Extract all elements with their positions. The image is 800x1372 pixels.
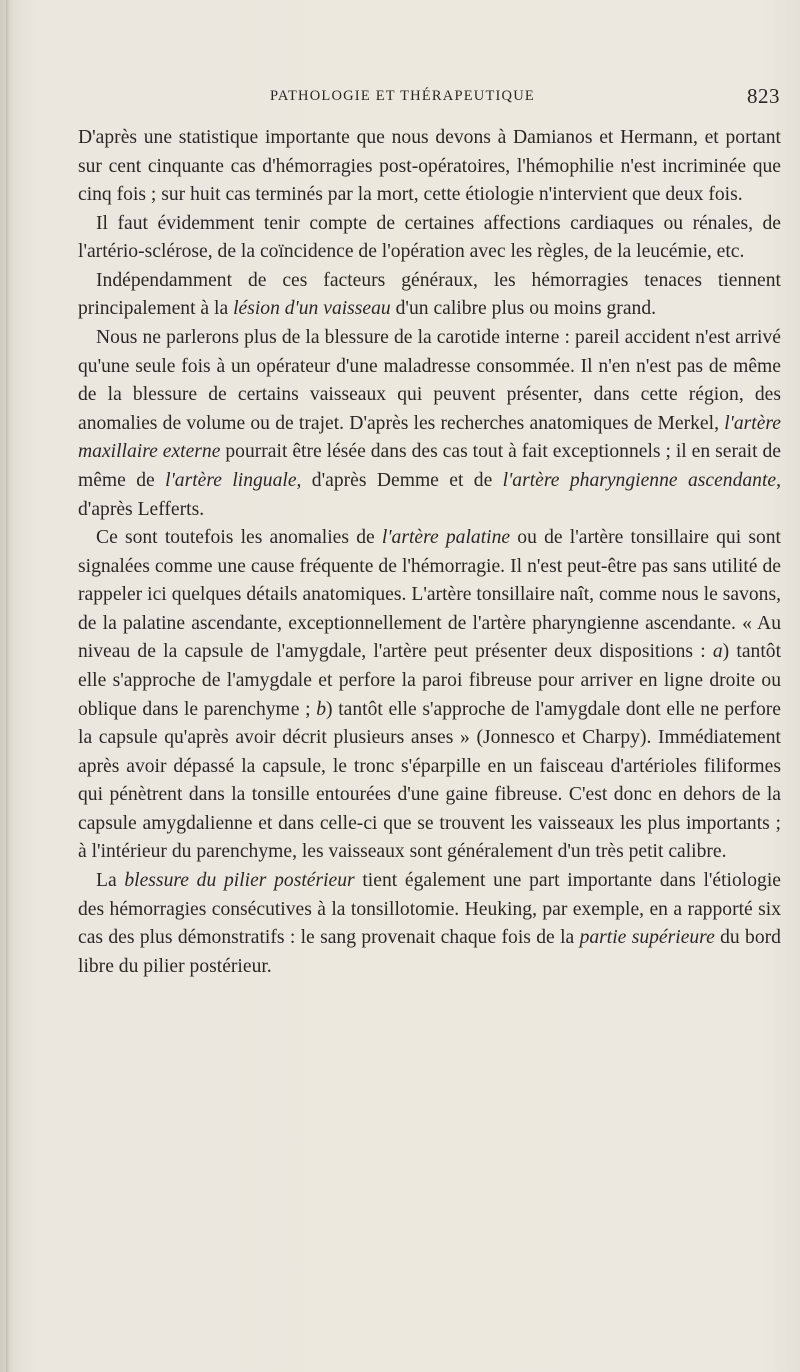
text-run: Nous ne parlerons plus de la blessure de la carotide interne : pareil accident n'est arrivé qu'une seule fois à un opérateur d'une maladresse consommée. Il n'en n'est pas de même de la blessure de certains vaisseaux qui peuvent présenter, dans cette région, des anomalies de volume ou de trajet. D'après les recherches anatomiques de Merkel, bbox=[78, 327, 781, 434]
paragraph bbox=[78, 267, 781, 324]
text-run: , d'après Demme et de bbox=[296, 469, 503, 491]
italic-text-run: partie supérieure bbox=[579, 927, 715, 949]
italic-text-run: lésion d'un vaisseau bbox=[233, 298, 391, 320]
text-run: Ce sont toutefois les anomalies de bbox=[96, 527, 382, 549]
text-run: ) tantôt elle s'approche de l'amygdale dont elle ne perfore la capsule qu'après avoir décrit plusieurs anses » (Jonnesco et Charpy). Immédiatement après avoir dépassé la capsule, le tronc s'éparpille en un faisceau d'artérioles filiformes qui pénètrent dans la tonsille entourées d'une gaine fibreuse. C'est donc en dehors de la capsule amygdalienne et dans celle-ci que se trouvent les vaisseaux les plus importants ; à l'intérieur du parenchyme, les vaisseaux sont généralement d'un très petit calibre. bbox=[78, 698, 781, 863]
body-text bbox=[78, 124, 781, 981]
italic-text-run: blessure du pilier postérieur bbox=[124, 870, 355, 892]
text-run: , d'après Lefferts. bbox=[78, 469, 782, 520]
italic-text-run: l'artère maxillaire externe bbox=[78, 412, 781, 463]
paragraph bbox=[78, 324, 781, 524]
italic-text-run: a bbox=[712, 641, 723, 663]
running-title: PATHOLOGIE ET THÉRAPEUTIQUE bbox=[270, 88, 535, 104]
page-gutter-shadow bbox=[6, 0, 9, 1372]
text-run: Indépendamment de ces facteurs généraux, les hémorragies tenaces tiennent principalement à la bbox=[78, 269, 781, 320]
text-run: Il faut évidemment tenir compte de certaines affections cardiaques ou rénales, de l'artério-sclérose, de la coïncidence de l'opération avec les règles, de la leucémie, etc. bbox=[78, 212, 781, 263]
italic-text-run: l'artère palatine bbox=[381, 527, 511, 549]
page-header bbox=[76, 84, 796, 114]
text-run: du bord libre du pilier postérieur. bbox=[78, 927, 781, 977]
italic-text-run: b bbox=[316, 698, 327, 720]
page-number: 823 bbox=[747, 84, 780, 108]
text-run: tient également une part importante dans l'étiologie des hémorragies consécutives à la tonsillotomie. Heuking, par exemple, en a rapporté six cas des plus démonstratifs : le sang provenait chaque fois de la bbox=[78, 870, 781, 949]
text-run: pourrait être lésée dans des cas tout à fait exceptionnels ; il en serait de même de bbox=[78, 441, 781, 491]
paragraph bbox=[78, 210, 781, 267]
text-run: ) tantôt elle s'approche de l'amygdale et perfore la paroi fibreuse pour arriver en ligne droite ou oblique dans le parenchyme ; bbox=[78, 641, 782, 720]
paragraph bbox=[78, 524, 781, 867]
text-run: La bbox=[96, 870, 125, 892]
italic-text-run: l'artère pharyngienne ascendante bbox=[502, 469, 777, 491]
italic-text-run: l'artère linguale bbox=[165, 469, 297, 491]
text-run: d'un calibre plus ou moins grand. bbox=[390, 298, 657, 320]
paragraph bbox=[78, 867, 781, 981]
text-run: D'après une statistique importante que nous devons à Damianos et Hermann, et portant sur cent cinquante cas d'hémorragies post-opératoires, l'hémophilie n'est incriminée que cinq fois ; sur huit cas terminés par la mort, cette étiologie n'intervient que deux fois. bbox=[78, 127, 781, 206]
paragraph bbox=[78, 124, 781, 210]
text-run: ou de l'artère tonsillaire qui sont signalées comme une cause fréquente de l'hémorragie. Il n'est peut-être pas sans utilité de rappeler ici quelques détails anatomiques. L'artère tonsillaire naît, comme nous le savons, de la palatine ascendante, exceptionnellement de l'artère pharyngienne ascendante. « Au niveau de la capsule de l'amygdale, l'artère peut présenter deux dispositions : bbox=[78, 527, 782, 663]
